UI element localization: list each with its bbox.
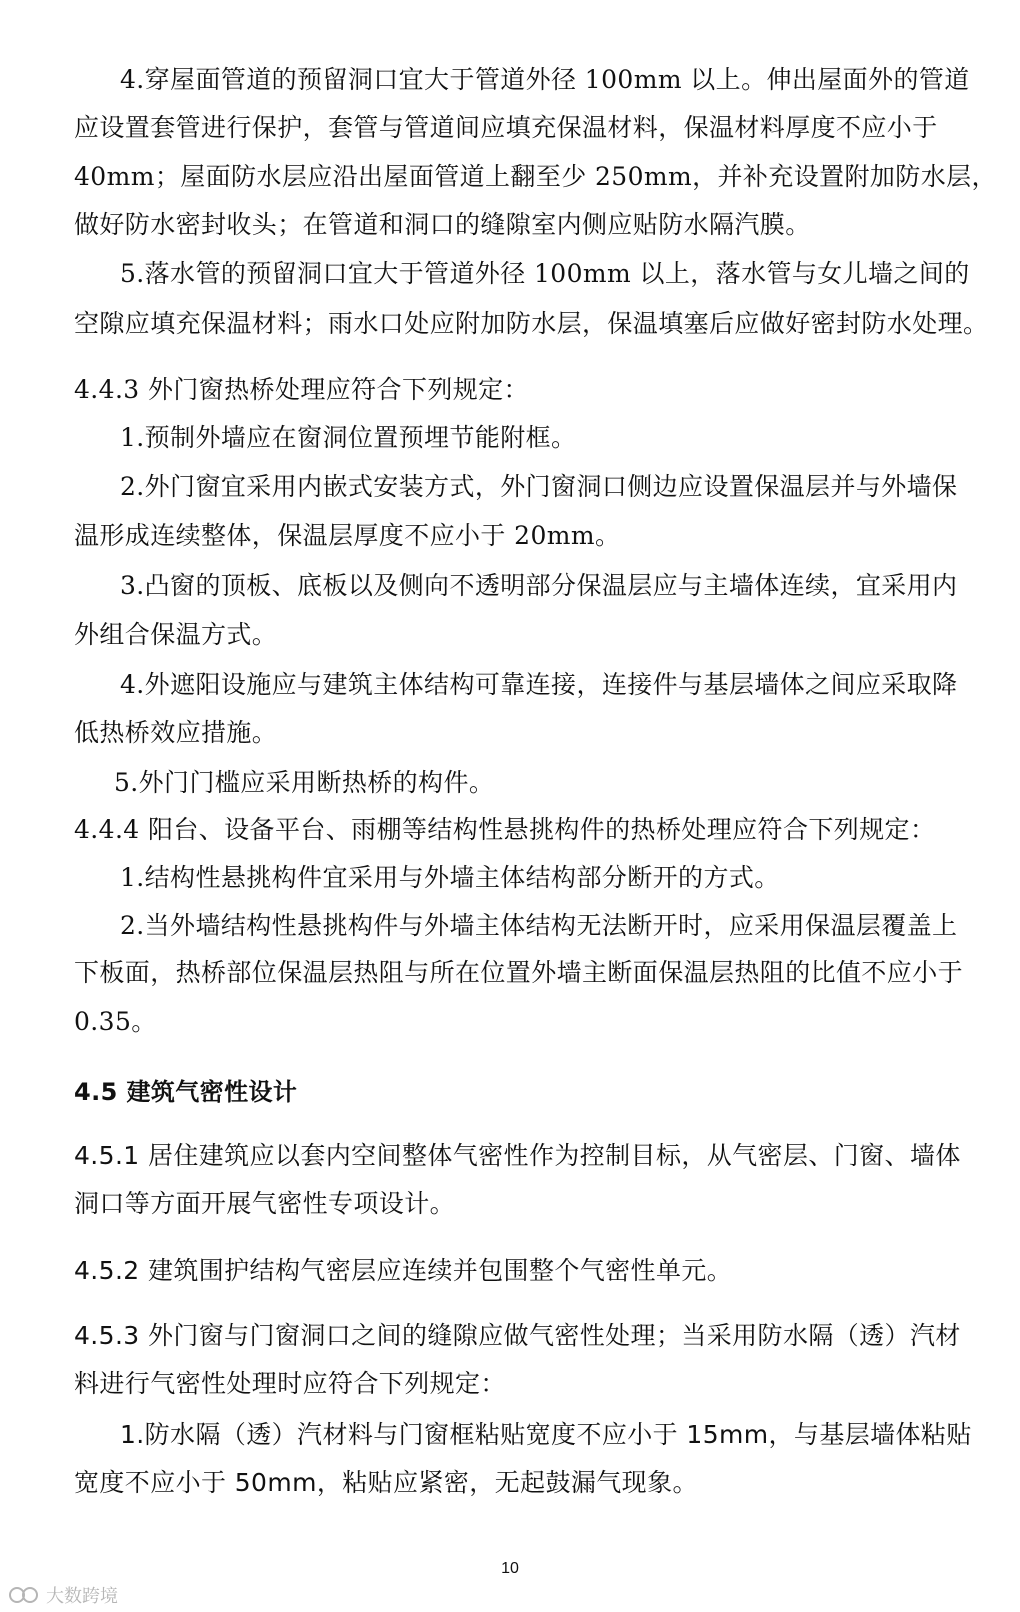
text-line: 温形成连续整体，保温层厚度不应小于 20mm。 (74, 521, 621, 550)
section-heading: 4.5 建筑气密性设计 (74, 1078, 298, 1106)
text-line: 4.穿屋面管道的预留洞口宜大于管道外径 100mm 以上。伸出屋面外的管道 (120, 65, 970, 94)
text-line: 40mm；屋面防水层应沿出屋面管道上翻至少 250mm，并补充设置附加防水层， (74, 162, 997, 191)
clause-heading: 4.5.3 外门窗与门窗洞口之间的缝隙应做气密性处理；当采用防水隔（透）汽材 (74, 1321, 961, 1350)
watermark-text: 大数跨境 (46, 1586, 118, 1607)
text-line: 2.当外墙结构性悬挑构件与外墙主体结构无法断开时，应采用保温层覆盖上 (120, 911, 958, 940)
text-line: 宽度不应小于 50mm，粘贴应紧密，无起鼓漏气现象。 (74, 1468, 698, 1497)
text-line: 3.凸窗的顶板、底板以及侧向不透明部分保温层应与主墙体连续，宜采用内 (120, 571, 958, 600)
clause-heading: 4.4.4 阳台、设备平台、雨棚等结构性悬挑构件的热桥处理应符合下列规定： (74, 815, 936, 844)
text-line: 洞口等方面开展气密性专项设计。 (74, 1189, 456, 1218)
text-line: 做好防水密封收头；在管道和洞口的缝隙室内侧应贴防水隔汽膜。 (74, 210, 811, 239)
text-line: 下板面，热桥部位保温层热阻与所在位置外墙主断面保温层热阻的比值不应小于 (74, 958, 964, 987)
text-line: 外组合保温方式。 (74, 620, 278, 649)
watermark (8, 1582, 118, 1608)
text-line: 0.35。 (74, 1007, 157, 1036)
text-line: 5.外门门槛应采用断热桥的构件。 (114, 768, 495, 797)
text-line: 应设置套管进行保护，套管与管道间应填充保温材料，保温材料厚度不应小于 (74, 113, 938, 142)
text-line: 1.防水隔（透）汽材料与门窗框粘贴宽度不应小于 15mm，与基层墙体粘贴 (120, 1420, 972, 1449)
clause-heading: 4.5.1 居住建筑应以套内空间整体气密性作为控制目标，从气密层、门窗、墙体 (74, 1141, 961, 1170)
text-line: 1.预制外墙应在窗洞位置预埋节能附框。 (120, 423, 577, 452)
watermark-logo-icon (8, 1584, 42, 1606)
page-number: 10 (501, 1560, 519, 1577)
text-line: 5.落水管的预留洞口宜大于管道外径 100mm 以上，落水管与女儿墙之间的 (120, 259, 970, 288)
text-line: 4.外遮阳设施应与建筑主体结构可靠连接，连接件与基层墙体之间应采取降 (120, 670, 958, 699)
clause-heading: 4.4.3 外门窗热桥处理应符合下列规定： (74, 375, 529, 404)
text-line: 低热桥效应措施。 (74, 718, 278, 747)
text-line: 空隙应填充保温材料；雨水口处应附加防水层，保温填塞后应做好密封防水处理。 (74, 309, 989, 338)
text-line: 1.结构性悬挑构件宜采用与外墙主体结构部分断开的方式。 (120, 863, 780, 892)
text-line: 2.外门窗宜采用内嵌式安装方式，外门窗洞口侧边应设置保温层并与外墙保 (120, 472, 958, 501)
text-line: 料进行气密性处理时应符合下列规定： (74, 1369, 506, 1398)
clause-heading: 4.5.2 建筑围护结构气密层应连续并包围整个气密性单元。 (74, 1256, 733, 1285)
